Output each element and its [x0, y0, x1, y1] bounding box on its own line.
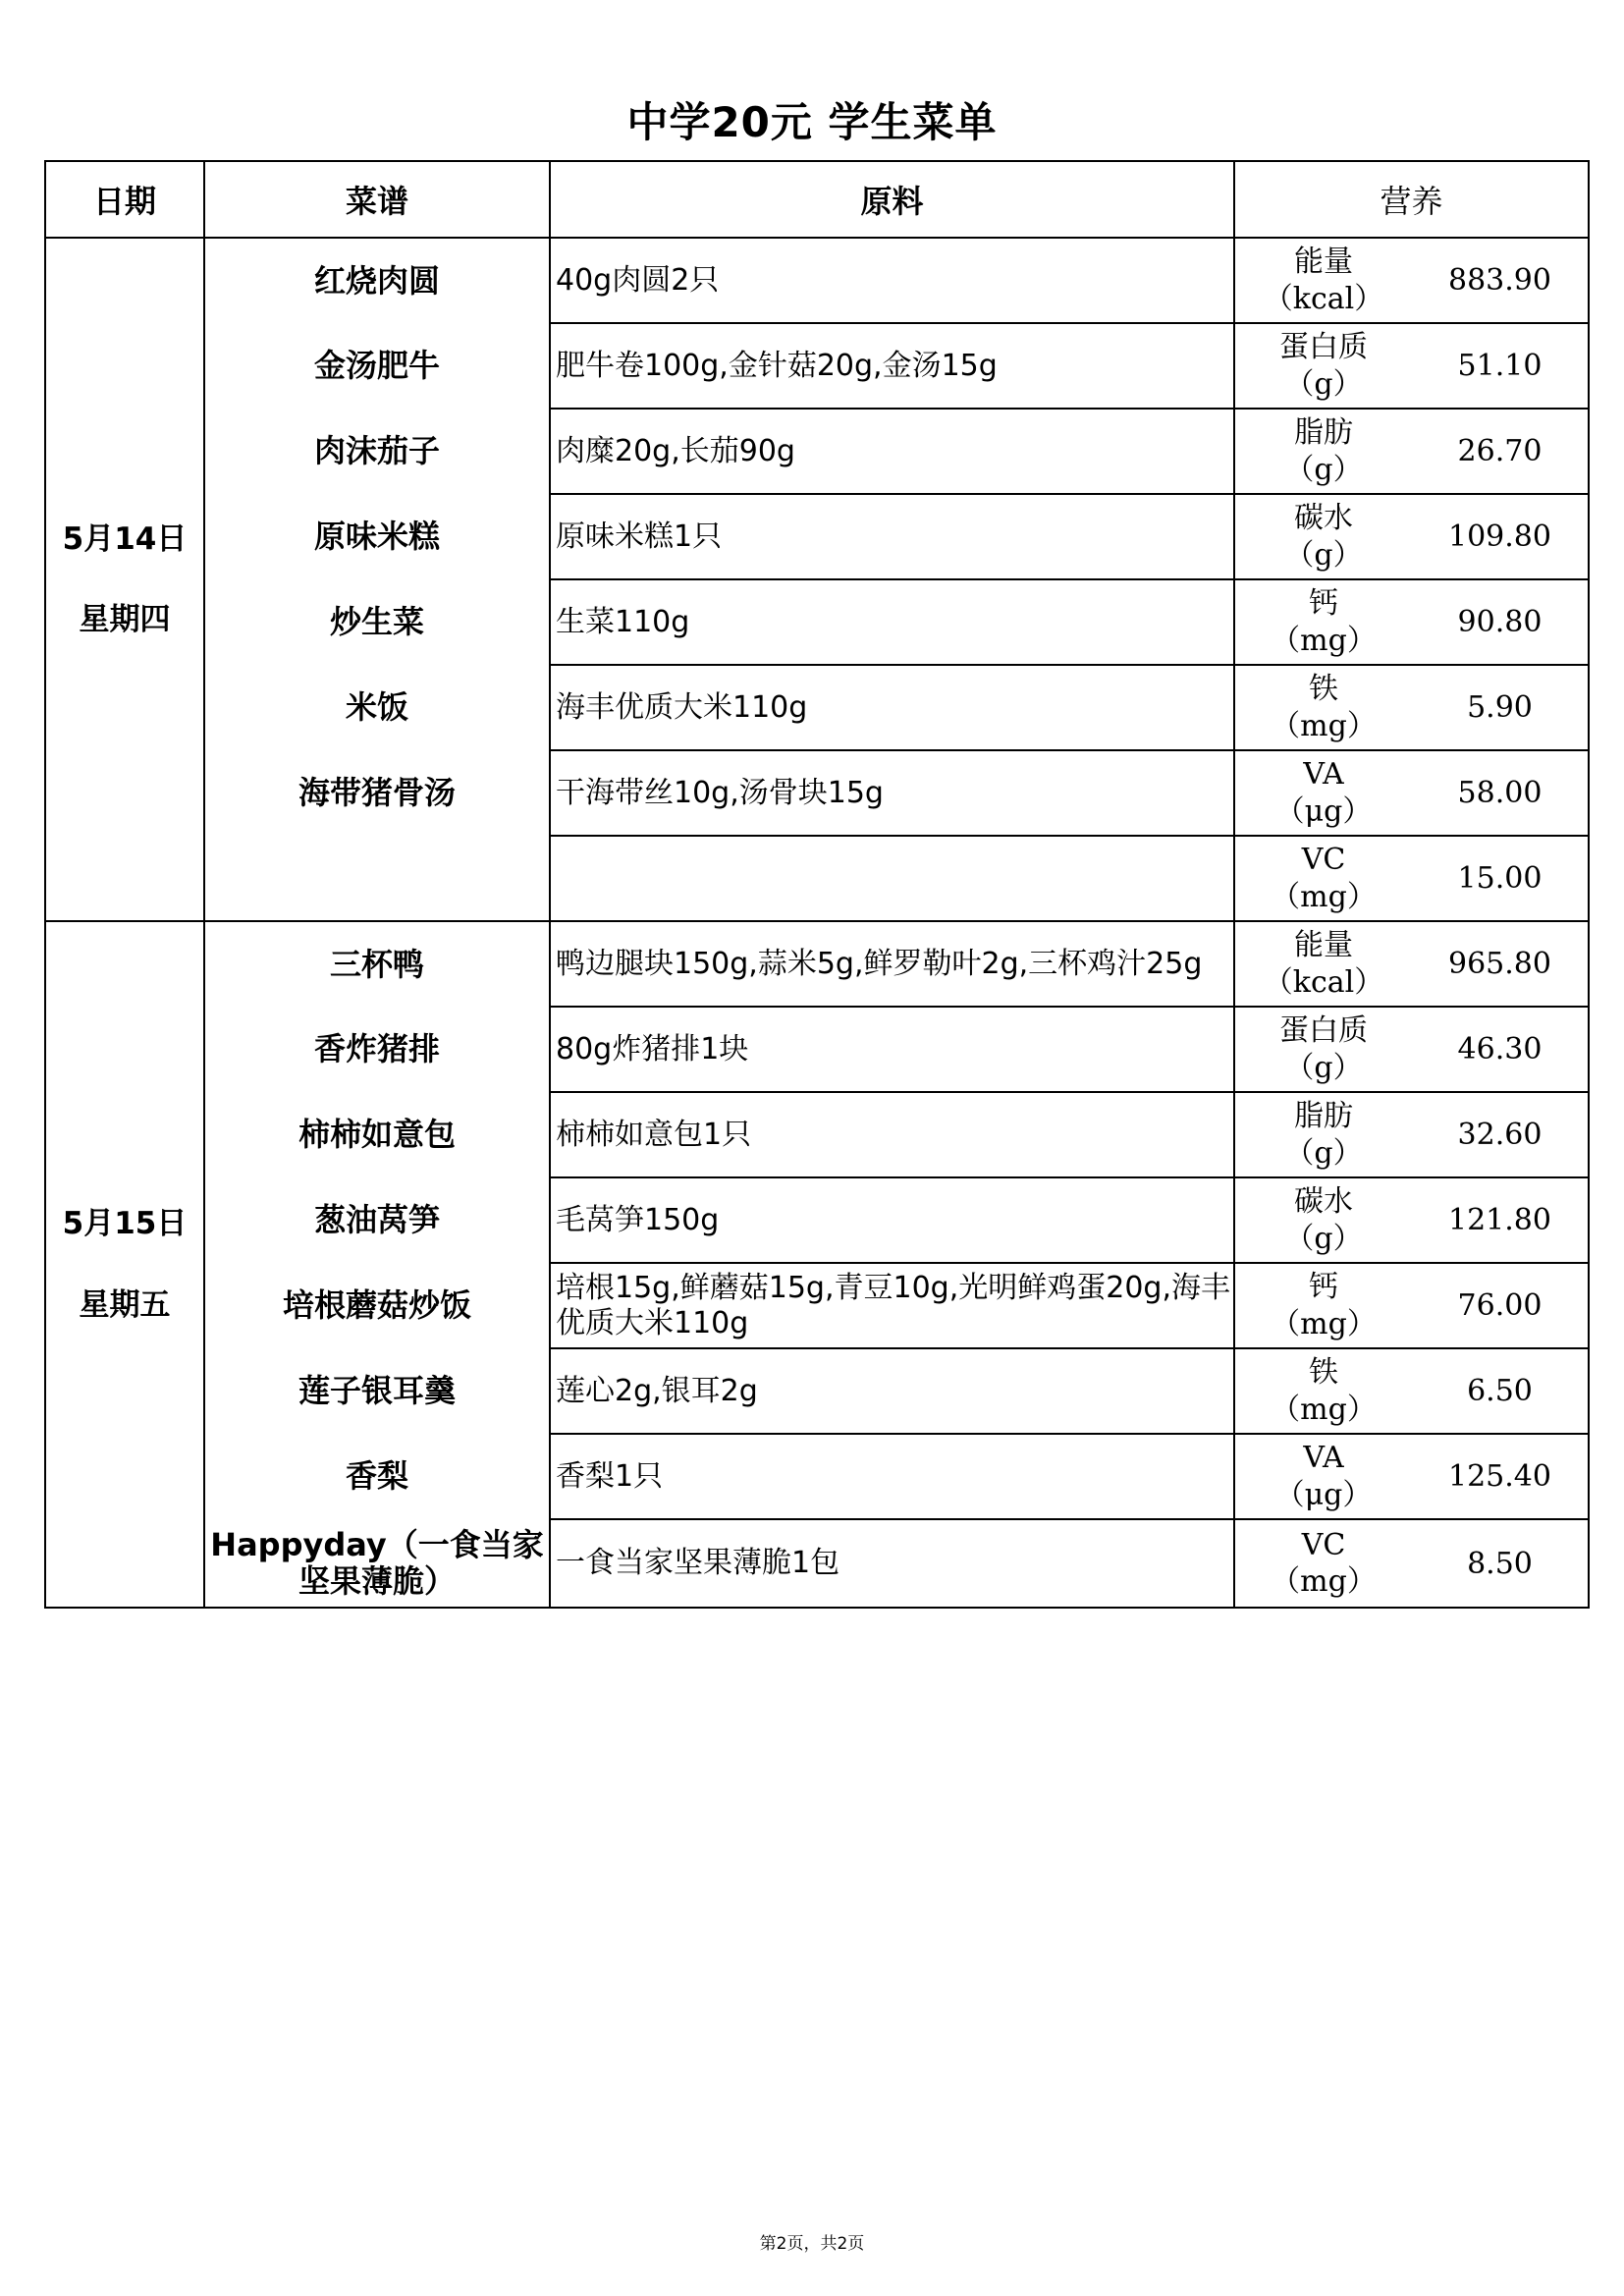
- nutrient-unit: （g）: [1284, 366, 1363, 402]
- nutrition-cell: [1234, 836, 1589, 921]
- ingredients-cell: 柿柿如意包1只: [550, 1092, 1234, 1177]
- nutrient-value: 965.80: [1448, 947, 1551, 981]
- dish-name: 柿柿如意包: [204, 1092, 550, 1177]
- dish-name: 原味米糕: [204, 494, 550, 579]
- ingredients-cell: 生菜110g: [550, 579, 1234, 665]
- nutrient-label: [1235, 500, 1412, 574]
- nutrient-name: 能量: [1294, 245, 1353, 279]
- ingredients-cell: 鸭边腿块150g,蒜米5g,鲜罗勒叶2g,三杯鸡汁25g: [550, 921, 1234, 1007]
- nutrition-cell: [1234, 409, 1589, 494]
- nutrient-name: VC: [1301, 843, 1346, 877]
- nutrient-name: 钙: [1309, 1270, 1338, 1304]
- table-row: [45, 665, 1589, 750]
- header-date: 日期: [45, 161, 204, 238]
- nutrient-unit: （kcal）: [1263, 281, 1384, 316]
- table-row: [45, 409, 1589, 494]
- nutrient-label: [1235, 842, 1412, 915]
- menu-table: [44, 160, 1590, 1609]
- nutrition-cell: [1234, 1348, 1589, 1434]
- nutrient-unit: （g）: [1284, 537, 1363, 573]
- table-row: [45, 323, 1589, 409]
- ingredients-cell: 40g肉圆2只: [550, 238, 1234, 323]
- table-row: [45, 494, 1589, 579]
- nutrient-unit: （kcal）: [1263, 964, 1384, 1000]
- nutrient-value: 76.00: [1457, 1288, 1543, 1323]
- dish-name: 葱油莴笋: [204, 1177, 550, 1263]
- nutrition-cell: [1234, 238, 1589, 323]
- ingredients-cell: 香梨1只: [550, 1434, 1234, 1519]
- ingredients-cell: 干海带丝10g,汤骨块15g: [550, 750, 1234, 836]
- nutrition-cell: [1234, 323, 1589, 409]
- date-cell: [45, 238, 204, 921]
- nutrient-unit: （mg）: [1271, 1564, 1377, 1599]
- dish-name: 海带猪骨汤: [204, 750, 550, 836]
- dish-name: 培根蘑菇炒饭: [204, 1263, 550, 1348]
- nutrient-value: 58.00: [1457, 776, 1543, 810]
- nutrient-label: [1235, 756, 1412, 830]
- nutrient-unit: （mg）: [1271, 708, 1377, 743]
- ingredients-cell: 原味米糕1只: [550, 494, 1234, 579]
- nutrition-cell: [1234, 665, 1589, 750]
- nutrient-unit: （g）: [1284, 1135, 1363, 1171]
- nutrient-value: 883.90: [1448, 263, 1551, 298]
- header-row: [45, 161, 1589, 238]
- nutrient-unit: （mg）: [1271, 623, 1377, 658]
- table-row: [45, 1434, 1589, 1519]
- ingredients-cell: 肉糜20g,长茄90g: [550, 409, 1234, 494]
- ingredients-cell: [550, 836, 1234, 921]
- ingredients-cell: 肥牛卷100g,金针菇20g,金汤15g: [550, 323, 1234, 409]
- nutrient-label: [1235, 1269, 1412, 1342]
- ingredients-cell: 毛莴笋150g: [550, 1177, 1234, 1263]
- dish-name: 三杯鸭: [204, 921, 550, 1007]
- nutrient-unit: （μg）: [1274, 793, 1373, 829]
- nutrient-unit: （g）: [1284, 1050, 1363, 1085]
- nutrient-name: 能量: [1294, 928, 1353, 962]
- nutrient-unit: （mg）: [1271, 1306, 1377, 1341]
- nutrient-value: 125.40: [1448, 1459, 1551, 1494]
- table-row: [45, 1007, 1589, 1092]
- nutrient-value: 109.80: [1448, 519, 1551, 554]
- nutrient-label: [1235, 927, 1412, 1001]
- nutrient-label: [1235, 1354, 1412, 1428]
- nutrient-value: 8.50: [1467, 1546, 1533, 1581]
- table-row: [45, 1263, 1589, 1348]
- nutrient-name: 蛋白质: [1279, 1013, 1368, 1048]
- weekday-text: 星期五: [79, 1286, 171, 1323]
- ingredients-cell: 培根15g,鲜蘑菇15g,青豆10g,光明鲜鸡蛋20g,海丰优质大米110g: [550, 1263, 1234, 1348]
- nutrition-cell: [1234, 921, 1589, 1007]
- date-cell: [45, 921, 204, 1608]
- nutrient-name: 碳水: [1294, 1184, 1353, 1219]
- nutrition-cell: [1234, 1434, 1589, 1519]
- nutrient-unit: （mg）: [1271, 1392, 1377, 1427]
- nutrient-label: [1235, 329, 1412, 403]
- nutrient-name: 碳水: [1294, 501, 1353, 535]
- header-ingredients: 原料: [550, 161, 1234, 238]
- date-text: 5月14日: [62, 520, 188, 557]
- dish-name: 莲子银耳羹: [204, 1348, 550, 1434]
- nutrition-cell: [1234, 1007, 1589, 1092]
- nutrient-name: VA: [1303, 757, 1344, 792]
- nutrient-unit: （g）: [1284, 1221, 1363, 1256]
- nutrient-value: 5.90: [1467, 690, 1533, 725]
- dish-name: [204, 836, 550, 921]
- page-footer: 第2页，共2页: [759, 2234, 865, 2254]
- date-text: 5月15日: [62, 1206, 188, 1242]
- nutrient-label: [1235, 585, 1412, 659]
- nutrient-value: 121.80: [1448, 1203, 1551, 1237]
- nutrient-name: 脂肪: [1294, 415, 1353, 450]
- nutrient-label: [1235, 671, 1412, 744]
- nutrient-label: [1235, 1183, 1412, 1257]
- nutrient-value: 26.70: [1457, 434, 1543, 468]
- nutrient-name: 脂肪: [1294, 1099, 1353, 1133]
- nutrition-cell: [1234, 1177, 1589, 1263]
- dish-name: 肉沫茄子: [204, 409, 550, 494]
- nutrient-label: [1235, 1440, 1412, 1513]
- dish-name: 米饭: [204, 665, 550, 750]
- nutrient-name: 铁: [1309, 672, 1338, 706]
- nutrition-cell: [1234, 494, 1589, 579]
- dish-name: 香梨: [204, 1434, 550, 1519]
- nutrient-name: VA: [1303, 1441, 1344, 1475]
- table-row: [45, 750, 1589, 836]
- dish-name: 金汤肥牛: [204, 323, 550, 409]
- nutrient-value: 6.50: [1467, 1374, 1533, 1408]
- table-row: [45, 1348, 1589, 1434]
- nutrient-value: 32.60: [1457, 1118, 1543, 1152]
- table-row: [45, 238, 1589, 323]
- nutrient-label: [1235, 1012, 1412, 1086]
- nutrient-label: [1235, 244, 1412, 317]
- page-title: 中学20元 学生菜单: [626, 98, 998, 146]
- nutrient-name: 铁: [1309, 1355, 1338, 1390]
- header-nutrition: 营养: [1234, 161, 1589, 238]
- nutrient-value: 46.30: [1457, 1032, 1543, 1066]
- nutrient-name: VC: [1301, 1527, 1346, 1562]
- nutrition-cell: [1234, 1092, 1589, 1177]
- nutrient-label: [1235, 1098, 1412, 1172]
- ingredients-cell: 海丰优质大米110g: [550, 665, 1234, 750]
- nutrient-unit: （μg）: [1274, 1477, 1373, 1512]
- nutrient-label: [1235, 1527, 1412, 1601]
- table-row: [45, 1177, 1589, 1263]
- dish-name: Happyday（一食当家坚果薄脆）: [204, 1519, 550, 1608]
- nutrition-cell: [1234, 750, 1589, 836]
- nutrient-label: [1235, 414, 1412, 488]
- ingredients-cell: 一食当家坚果薄脆1包: [550, 1519, 1234, 1608]
- nutrient-value: 15.00: [1457, 861, 1543, 896]
- dish-name: 红烧肉圆: [204, 238, 550, 323]
- table-row: [45, 1092, 1589, 1177]
- table-row: [45, 836, 1589, 921]
- nutrient-unit: （mg）: [1271, 879, 1377, 914]
- nutrition-cell: [1234, 1519, 1589, 1608]
- nutrient-value: 90.80: [1457, 605, 1543, 639]
- header-dish: 菜谱: [204, 161, 550, 238]
- nutrition-cell: [1234, 1263, 1589, 1348]
- nutrient-value: 51.10: [1457, 349, 1543, 383]
- table-row: [45, 921, 1589, 1007]
- nutrient-name: 蛋白质: [1279, 330, 1368, 364]
- nutrient-name: 钙: [1309, 586, 1338, 621]
- weekday-text: 星期四: [79, 602, 171, 637]
- menu-body: [45, 238, 1589, 1608]
- ingredients-cell: 80g炸猪排1块: [550, 1007, 1234, 1092]
- nutrition-cell: [1234, 579, 1589, 665]
- ingredients-cell: 莲心2g,银耳2g: [550, 1348, 1234, 1434]
- table-row: [45, 1519, 1589, 1608]
- nutrient-unit: （g）: [1284, 452, 1363, 487]
- dish-name: 香炸猪排: [204, 1007, 550, 1092]
- table-row: [45, 579, 1589, 665]
- dish-name: 炒生菜: [204, 579, 550, 665]
